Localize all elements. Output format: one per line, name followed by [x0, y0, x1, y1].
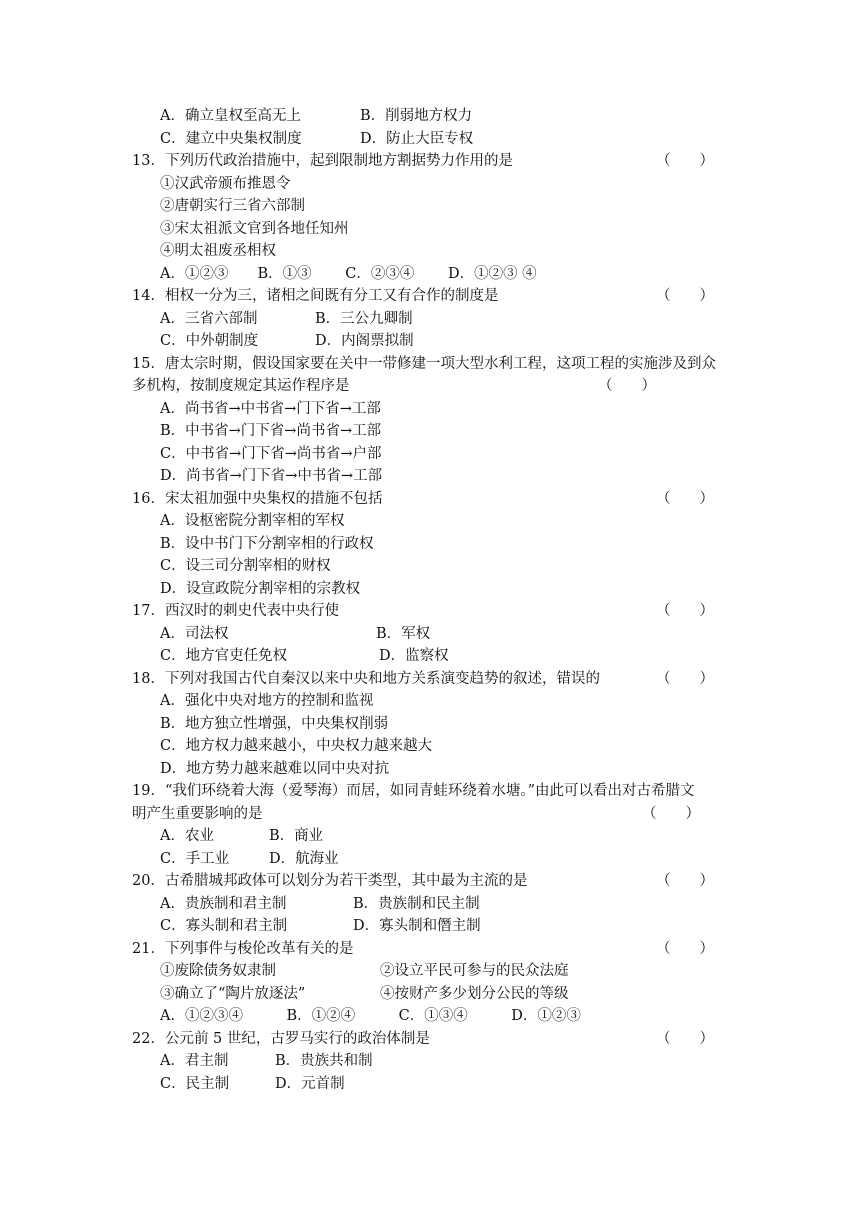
q21-item-3: ③确立了“陶片放逐法” [160, 985, 306, 1002]
q20-option-a: A．贵族制和君主制 [160, 895, 287, 912]
q18-number: 18． [132, 670, 165, 687]
q15-number: 15． [132, 355, 165, 372]
q15-option-b: B．中书省→门下省→尚书省→工部 [160, 423, 382, 439]
q17-text: 西汉时的刺史代表中央行使 [164, 603, 339, 619]
q20-number: 20． [132, 873, 165, 889]
q15-answer-blank: （ ） [598, 378, 656, 394]
q16-option-d: D．设宣政院分割宰相的宗教权 [160, 580, 361, 597]
q16-option-b: B．设中书门下分割宰相的行政权 [160, 535, 374, 552]
q16-option-c: C．设三司分割宰相的财权 [160, 558, 331, 574]
q20-stem [132, 870, 732, 893]
q19-number: 19． [132, 783, 165, 799]
q12-options-row-2 [132, 128, 732, 151]
q19-stem-cont [132, 803, 732, 826]
q20-option-d: D．寡头制和僭主制 [353, 918, 481, 934]
q16-option-a: A．设枢密院分割宰相的军权 [160, 513, 345, 529]
q12-option-a: A．确立皇权至高无上 [160, 108, 301, 124]
q15-text-2: 多机构，按制度规定其运作程序是 [132, 378, 350, 394]
q12-option-b: B．削弱地方权力 [360, 108, 473, 124]
q17-number: 17． [132, 603, 165, 619]
q17-option-d: D．监察权 [379, 648, 449, 664]
q21-items-row-1 [132, 960, 732, 983]
q16-answer-blank: （ ） [656, 490, 714, 507]
q14-stem [132, 285, 732, 308]
q15-option-d: D．尚书省→门下省→中书省→工部 [160, 468, 383, 484]
q21-item-2: ②设立平民可参与的民众法庭 [380, 963, 569, 979]
q14-option-c: C．中外朝制度 [160, 333, 259, 349]
q13-number: 13． [132, 153, 165, 169]
q21-stem [132, 938, 732, 961]
q19-option-c: C．手工业 [160, 850, 230, 867]
q13-item-4: ④明太祖废丞相权 [160, 243, 276, 259]
q22-stem [132, 1028, 732, 1051]
q19-answer-blank: （ ） [642, 805, 700, 822]
q15-stem [132, 353, 732, 376]
q21-number: 21． [132, 940, 165, 957]
q22-number: 22． [132, 1030, 165, 1047]
q18-option-c: C．地方权力越来越小，中央权力越来越大 [160, 738, 433, 754]
q19-option-a: A．农业 [160, 828, 214, 844]
q14-option-b: B．三公九卿制 [315, 310, 413, 327]
q13-stem [132, 150, 732, 173]
q15-option-c: C．中书省→门下省→尚书省→户部 [160, 445, 382, 462]
q20-answer-blank: （ ） [656, 873, 714, 889]
q18-text: 下列对我国古代自秦汉以来中央和地方关系演变趋势的叙述，错误的 [164, 670, 600, 687]
q20-options-row-2 [132, 915, 732, 938]
q14-option-a: A．三省六部制 [160, 310, 258, 327]
q12-option-c: C．建立中央集权制度 [160, 130, 302, 147]
q20-options-row-1 [132, 893, 732, 916]
q22-option-b: B．贵族共和制 [275, 1053, 373, 1069]
q14-answer-blank: （ ） [656, 288, 714, 304]
q19-option-b: B．商业 [269, 828, 324, 844]
q19-text: “我们环绕着大海（爱琴海）而居，如同青蛙环绕着水塘。”由此可以看出对古希腊文 [164, 783, 695, 799]
q17-options-row-2 [132, 645, 732, 668]
q17-answer-blank: （ ） [656, 603, 714, 619]
q19-options-row-1 [132, 825, 732, 848]
q21-item-4: ④按财产多少划分公民的等级 [380, 985, 569, 1002]
q15-stem-cont [132, 375, 732, 398]
q13-item-2: ②唐朝实行三省六部制 [160, 198, 305, 214]
q13-answer-blank: （ ） [656, 153, 714, 169]
q16-stem [132, 488, 732, 511]
q19-text-2: 明产生重要影响的是 [132, 805, 263, 822]
q18-stem [132, 668, 732, 691]
q19-stem [132, 780, 732, 803]
q14-number: 14． [132, 288, 165, 304]
q12-option-d: D．防止大臣专权 [360, 130, 474, 147]
q12-options-row-1 [132, 105, 732, 128]
q19-option-d: D．航海业 [269, 850, 339, 867]
q20-option-c: C．寡头制和君主制 [160, 918, 288, 934]
q20-text: 古希腊城邦政体可以划分为若干类型，其中最为主流的是 [164, 873, 528, 889]
q22-options-row-2 [132, 1073, 732, 1096]
q18-option-a: A．强化中央对地方的控制和监视 [160, 693, 374, 709]
q13-text: 下列历代政治措施中，起到限制地方割据势力作用的是 [164, 153, 513, 169]
q14-option-d: D．内阁票拟制 [315, 333, 414, 349]
q15-option-a: A．尚书省→中书省→门下省→工部 [160, 400, 381, 417]
question-list [132, 105, 732, 1095]
q16-number: 16． [132, 490, 165, 507]
q17-option-c: C．地方官吏任免权 [160, 648, 288, 664]
q22-answer-blank: （ ） [656, 1030, 714, 1047]
q18-answer-blank: （ ） [656, 670, 714, 687]
q14-text: 相权一分为三，诸相之间既有分工又有合作的制度是 [164, 288, 499, 304]
q21-item-1: ①废除债务奴隶制 [160, 963, 276, 979]
q17-option-b: B．军权 [376, 625, 431, 642]
q14-options-row-2 [132, 330, 732, 353]
q22-option-c: C．民主制 [160, 1075, 230, 1092]
q13-options: A．①②③ B．①③ C．②③④ D．①②③ ④ [160, 265, 537, 282]
q20-option-b: B．贵族制和民主制 [353, 895, 480, 912]
q19-options-row-2 [132, 848, 732, 871]
q14-options-row-1 [132, 308, 732, 331]
q18-option-d: D．地方势力越来越难以同中央对抗 [160, 760, 390, 777]
q22-text: 公元前 5 世纪，古罗马实行的政治体制是 [164, 1030, 430, 1047]
q21-options: A．①②③④ B．①②④ C．①③④ D．①②③ [160, 1008, 581, 1024]
q13-item-1: ①汉武帝颁布推恩令 [160, 175, 291, 192]
q21-answer-blank: （ ） [656, 940, 714, 957]
q17-options-row-1 [132, 623, 732, 646]
q18-option-b: B．地方独立性增强，中央集权削弱 [160, 715, 389, 732]
q13-item-3: ③宋太祖派文官到各地任知州 [160, 220, 349, 237]
q21-text: 下列事件与梭伦改革有关的是 [164, 940, 354, 957]
q17-option-a: A．司法权 [160, 625, 229, 642]
q17-stem [132, 600, 732, 623]
q21-items-row-2 [132, 983, 732, 1006]
q22-options-row-1 [132, 1050, 732, 1073]
q16-text: 宋太祖加强中央集权的措施不包括 [164, 490, 383, 507]
q22-option-d: D．元首制 [275, 1075, 345, 1092]
q15-text: 唐太宗时期，假设国家要在关中一带修建一项大型水利工程，这项工程的实施涉及到众 [164, 355, 716, 372]
q22-option-a: A．君主制 [160, 1053, 229, 1069]
